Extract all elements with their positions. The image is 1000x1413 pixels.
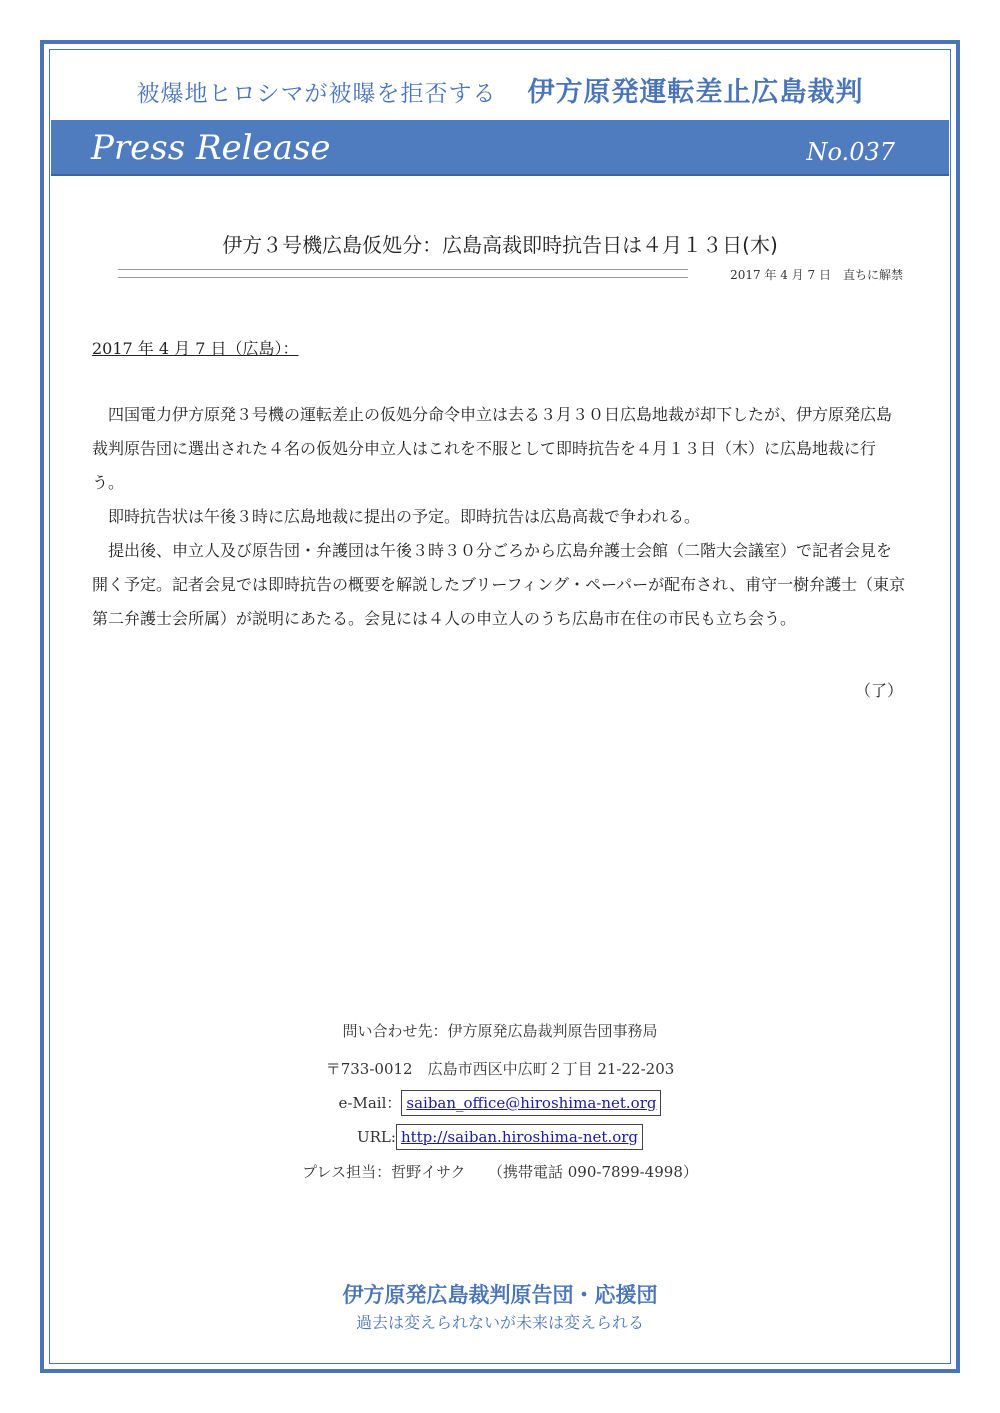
release-body — [92, 398, 907, 636]
double-rule — [118, 269, 688, 278]
email-link[interactable]: saiban_office@hiroshima-net.org — [401, 1090, 661, 1116]
closing-mark: （了） — [854, 681, 903, 700]
press-contact: プレス担当：哲野イサク （携帯電話 090-7899-4998） — [302, 1163, 698, 1181]
footer-slogan: 過去は変えられないが未来は変えられる — [355, 1313, 644, 1332]
press-release-banner — [51, 120, 949, 176]
banner-title: Press Release — [91, 128, 331, 168]
url-label: URL: — [356, 1128, 396, 1146]
contact-inquiry: 問い合わせ先：伊方原発広島裁判原告団事務局 — [342, 1022, 658, 1040]
tagline-case-name: 伊方原発運転差止広島裁判 — [527, 77, 864, 108]
release-number: No.037 — [806, 138, 895, 166]
body-paragraph: 即時抗告状は午後３時に広島地裁に提出の予定。即時抗告は広島高裁で争われる。 — [108, 507, 701, 526]
dateline: 2017 年 4 月 7 日（広島）： — [92, 339, 299, 358]
release-headline: 伊方３号機広島仮処分：広島高裁即時抗告日は４月１３日(木) — [222, 233, 778, 257]
body-paragraph: 提出後、申立人及び原告団・弁護団は午後３時３０分ごろから広島弁護士会館（二階大会議室）で記者会見を開く予定。記者会見では即時抗告の概要を解説したブリーフィング・ペーパーが配布され、甫守一樹弁護士（東京第二弁護士会所属）が説明にあたる。会見には４人の申立人のうち広島市在住の市民も立ち会う。 — [92, 541, 906, 628]
contact-email-row — [0, 1090, 1000, 1116]
footer-organization: 伊方原発広島裁判原告団・応援団 — [342, 1283, 658, 1307]
body-paragraph: 四国電力伊方原発３号機の運転差止の仮処分命令申立は去る３月３０日広島地裁が却下したが、伊方原発広島裁判原告団に選出された４名の仮処分申立人はこれを不服として即時抗告を４月１３日（木）に広島地裁に行う。 — [92, 405, 893, 492]
url-link[interactable]: http://saiban.hiroshima-net.org — [396, 1124, 643, 1150]
email-label: e-Mail： — [338, 1094, 402, 1112]
contact-url-row — [0, 1124, 1000, 1150]
header-tagline — [0, 70, 1000, 109]
embargo-notice: 2017 年 4 月 7 日 直ちに解禁 — [730, 268, 903, 282]
tagline-slogan: 被爆地ヒロシマが被曝を拒否する — [136, 81, 497, 107]
contact-address: 〒733-0012 広島市西区中広町２丁目 21-22-203 — [325, 1060, 675, 1078]
separator-line — [118, 266, 903, 282]
